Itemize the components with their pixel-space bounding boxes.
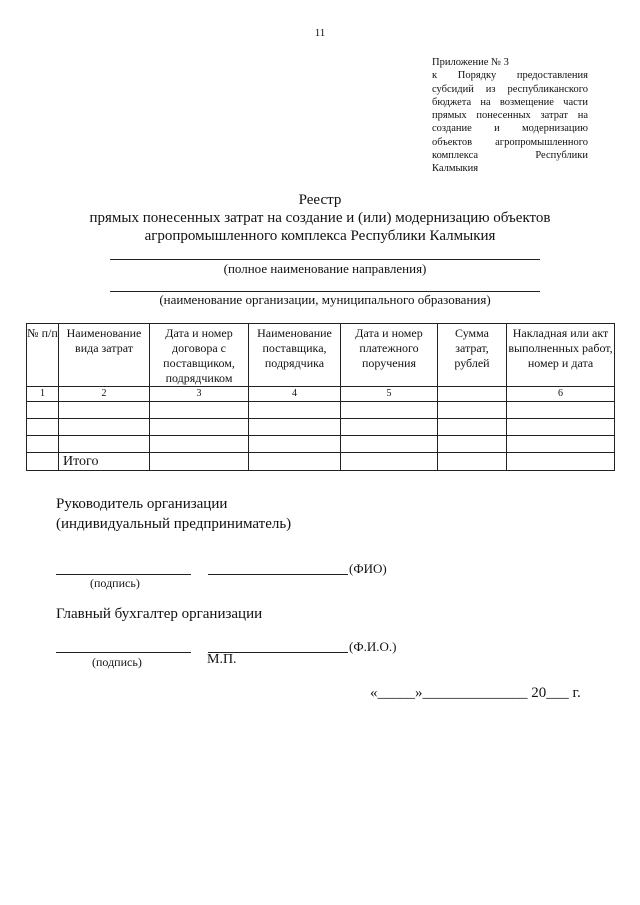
table-row	[27, 402, 615, 419]
title-line-3: агропромышленного комплекса Республики Калмыкия	[144, 228, 496, 244]
table-header-row	[27, 324, 615, 387]
column-number: 3	[150, 387, 249, 402]
table-cell	[150, 436, 249, 453]
appendix-line: объектов агропромышленного	[432, 136, 588, 148]
appendix-line: Приложение № 3	[432, 57, 509, 68]
table-cell	[59, 419, 150, 436]
table-cell	[249, 402, 341, 419]
table-row	[27, 436, 615, 453]
appendix-line: Калмыкия	[432, 163, 479, 175]
title-line-2: прямых понесенных затрат на создание и (или) модернизацию объектов	[89, 210, 551, 226]
appendix-line: к Порядку предоставления	[432, 70, 588, 82]
registry-table	[26, 323, 615, 471]
table-cell	[249, 436, 341, 453]
table-cell	[438, 453, 507, 471]
date-line: «_____»______________ 20___ г.	[370, 685, 581, 701]
accountant-signature-line	[56, 652, 191, 653]
head-signature-line	[56, 574, 191, 575]
title-line-1: Реестр	[298, 192, 342, 208]
column-number: 2	[59, 387, 150, 402]
column-header: Наименование поставщика, подрядчика	[249, 324, 341, 387]
column-header: № п/п	[27, 324, 59, 387]
column-header: Накладная или акт выполненных работ, номер и дата	[507, 324, 615, 387]
total-row	[27, 453, 615, 471]
table-cell	[438, 419, 507, 436]
table-cell	[341, 402, 438, 419]
chief-accountant-title: Главный бухгалтер организации	[56, 606, 263, 622]
table-cell	[438, 402, 507, 419]
appendix-line: комплекса Республики	[432, 150, 588, 162]
direction-fill-line	[110, 259, 540, 260]
table-cell	[59, 436, 150, 453]
accountant-signature-caption: (подпись)	[92, 655, 142, 669]
document-title	[0, 191, 640, 245]
column-header: Дата и номер платежного поручения	[341, 324, 438, 387]
head-signature-caption: (подпись)	[90, 576, 140, 590]
head-name-line	[208, 574, 348, 575]
column-number	[438, 387, 507, 402]
table-cell	[341, 436, 438, 453]
head-line-1: Руководитель организации	[56, 496, 228, 512]
accountant-fio-label: (Ф.И.О.)	[349, 639, 397, 654]
table-row	[27, 419, 615, 436]
column-number: 1	[27, 387, 59, 402]
table-cell	[438, 436, 507, 453]
column-header: Сумма затрат, рублей	[438, 324, 507, 387]
appendix-line: создание и модернизацию	[432, 123, 588, 135]
column-number: 4	[249, 387, 341, 402]
column-number: 5	[341, 387, 438, 402]
table-cell	[341, 419, 438, 436]
table-cell	[27, 419, 59, 436]
appendix-line: прямых понесенных затрат на	[432, 110, 588, 122]
appendix-line: субсидий из республиканского	[432, 83, 588, 95]
column-number: 6	[507, 387, 615, 402]
table-cell	[507, 419, 615, 436]
table-cell	[507, 402, 615, 419]
table-cell	[507, 436, 615, 453]
head-fio-label: (ФИО)	[349, 561, 387, 576]
table-cell	[249, 419, 341, 436]
direction-caption: (полное наименование направления)	[223, 261, 427, 276]
table-cell	[507, 453, 615, 471]
column-header: Наименование вида затрат	[59, 324, 150, 387]
organization-caption: (наименование организации, муниципального образования)	[159, 292, 491, 307]
stamp-label: М.П.	[207, 652, 237, 667]
appendix-header	[432, 56, 588, 176]
table-cell	[150, 453, 249, 471]
table-cell	[341, 453, 438, 471]
column-number-row	[27, 387, 615, 402]
table-cell	[150, 402, 249, 419]
table-cell	[249, 453, 341, 471]
column-header: Дата и номер договора с поставщиком, подрядчиком	[150, 324, 249, 387]
table-cell	[27, 402, 59, 419]
page-number: 11	[314, 27, 326, 39]
table-cell	[27, 453, 59, 471]
appendix-line: бюджета на возмещение части	[432, 96, 588, 108]
head-title	[56, 494, 291, 534]
table-cell	[150, 419, 249, 436]
head-line-2: (индивидуальный предприниматель)	[56, 516, 292, 532]
total-label: Итого	[59, 453, 150, 471]
table-cell	[59, 402, 150, 419]
table-cell	[27, 436, 59, 453]
